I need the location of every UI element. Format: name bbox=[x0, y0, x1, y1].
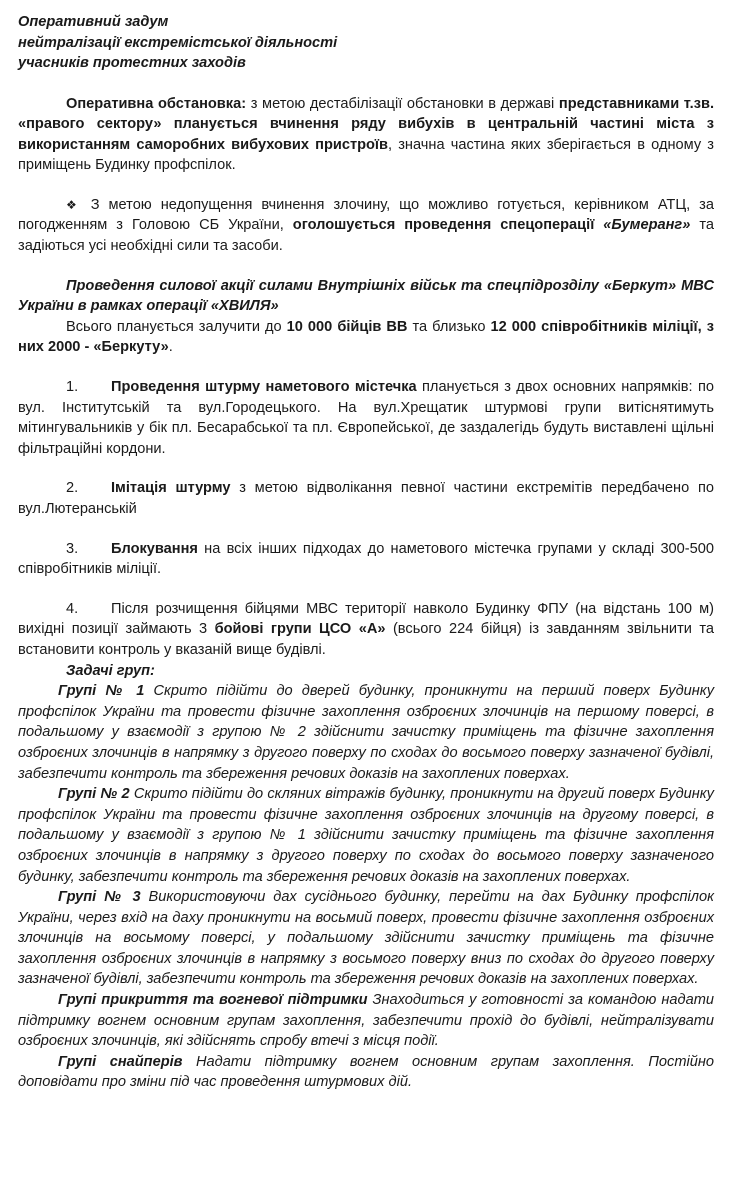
forces-paragraph bbox=[18, 317, 714, 358]
list-number-3: 3. bbox=[66, 540, 79, 557]
sniper-group-label: Групі снайперів bbox=[58, 1053, 183, 1070]
forces-bold-vv: 10 000 бійців ВВ bbox=[286, 318, 408, 335]
list-item-2 bbox=[18, 478, 714, 519]
operation-boomerang-name: «Бумеранг» bbox=[603, 217, 691, 234]
document-title bbox=[18, 12, 714, 74]
forces-text-3: . bbox=[168, 339, 173, 356]
decision-bold-text: оголошується проведення спецоперації bbox=[292, 217, 604, 234]
situation-text-2: , значна частина яких зберігається в одному з приміщень Будинку профспілок. bbox=[18, 136, 715, 174]
group-1-paragraph bbox=[18, 681, 714, 784]
group-3-text: Використовуючи дах сусіднього будинку, перейти на дах Будинку профспілок України, через вхід на даху проникнути на восьмий поверх, провести фізичне захоплення озброєних злочинців на восьмому поверсі, у подальшому здійснити зачистку приміщень та фізичне захоплення озброєних злочинців в напрямку з восьмого поверху вниз по сходах до другого поверху зазначеної будівлі, забезпечити контроль та збереження речових доказів на захоплених поверхах. bbox=[18, 889, 715, 988]
group-1-text: Скрито підійти до дверей будинку, проникнути на перший поверх Будинку профспілок України та провести фізичне захоплення озброєних злочинців на першому поверсі, в подальшому у взаємодії з групою № 2 здійснити зачистку приміщень та фізичне захоплення озброєних злочинців в напрямку з другого поверху по сходах до восьмого поверху зазначеної будівлі, забезпечити контроль та збереження речових доказів на захоплених поверхах. bbox=[18, 683, 714, 782]
list-item-3 bbox=[18, 539, 714, 580]
group-3-paragraph bbox=[18, 887, 714, 990]
group-2-text: Скрито підійти до скляних вітражів будинку, проникнути на другий поверх Будинку профспілок України та провести фізичне захоплення озброєних злочинців на другому поверсі, в подальшому у взаємодії з групою № 1 здійснити зачистку приміщень та фізичне захоплення озброєних злочинців в напрямку з другого поверху по сходах до восьмого поверху зазначеного будинку, забезпечити контроль та збереження речових доказів на захоплених поверхах. bbox=[18, 786, 714, 885]
operation-heading: Проведення силової акції силами Внутрішніх військ та спецпідрозділу «Беркут» МВС України в рамках операції «ХВИЛЯ» bbox=[18, 277, 714, 315]
list-number-2: 2. bbox=[66, 480, 79, 497]
sniper-group-text: Надати підтримку вогнем основним групам захоплення. Постійно доповідати про зміни під час проведення штурмових дій. bbox=[18, 1053, 714, 1091]
situation-text-1: з метою дестабілізації обстановки в державі bbox=[246, 95, 559, 112]
cover-group-label: Групі прикриття та вогневої підтримки bbox=[58, 992, 368, 1009]
title-line-3: учасників протестних заходів bbox=[18, 55, 246, 71]
list-item-4-text-2: (всього 224 бійця) із завданням звільнити та встановити контроль у вказаній вище будівлі. bbox=[18, 621, 714, 658]
group-2-paragraph bbox=[18, 784, 714, 887]
cover-group-paragraph bbox=[18, 990, 714, 1052]
situation-label: Оперативна обстановка: bbox=[66, 95, 247, 112]
list-item-1-text: планується з двох основних напрямків: по вул. Інститутській та вул.Городецького. На вул.Хрещатик штурмові групи витіснятимуть мітингувальників у бік пл. Бесарабської та пл. Європейської, де заздалегідь будуть виставлені щільні фільтраційні кордони. bbox=[18, 379, 714, 457]
group-1-label: Групі № 1 bbox=[58, 683, 145, 700]
situation-bold-text: представниками т.зв. «правого сектору» планується вчинення ряду вибухів в центральній частині міста з використанням саморобних вибухових пристроїв bbox=[18, 95, 714, 153]
title-line-1: Оперативний задум bbox=[18, 14, 169, 30]
list-item-3-bold: Блокування bbox=[111, 540, 198, 557]
list-item-2-bold: Імітація штурму bbox=[111, 480, 231, 497]
list-number-4: 4. bbox=[66, 600, 79, 617]
diamond-bullet-icon: ❖ bbox=[66, 197, 82, 212]
list-number-1: 1. bbox=[66, 379, 79, 396]
group-2-label: Групі № 2 bbox=[58, 786, 130, 803]
list-item-4-text-1: Після розчищення бійцями МВС території навколо Будинку ФПУ (на відстань 100 м) вихідні позиції займають 3 bbox=[18, 600, 714, 638]
title-line-2: нейтралізації екстремістської діяльності bbox=[18, 34, 338, 51]
list-item-2-text: з метою відволікання певної частини екстремітів передбачено по вул.Лютеранській bbox=[18, 480, 714, 517]
cover-group-text: Знаходиться у готовності за командою надати підтримку вогнем основним групам захоплення, забезпечити прохід до будівлі, нейтралізувати озброєних злочинців, які здійснять спробу втечі з місця події. bbox=[18, 992, 714, 1050]
list-item-1 bbox=[18, 377, 714, 459]
decision-paragraph bbox=[18, 195, 714, 257]
tasks-heading: Задачі груп: bbox=[66, 662, 155, 679]
forces-bold-police: 12 000 співробітників міліції, з них 2000 - «Беркуту» bbox=[18, 318, 714, 356]
list-item-4-bold: бойові групи ЦСО «А» bbox=[214, 621, 386, 638]
list-item-1-bold: Проведення штурму наметового містечка bbox=[111, 379, 417, 396]
list-item-3-text: на всіх інших підходах до наметового містечка групами у складі 300-500 співробітників міліції. bbox=[18, 540, 714, 578]
decision-text-1: З метою недопущення вчинення злочину, що можливо готується, керівником АТЦ, за погодженням з Головою СБ України, bbox=[18, 196, 714, 234]
group-3-label: Групі № 3 bbox=[58, 889, 141, 906]
decision-text-2: та задіються усі необхідні сили та засоби. bbox=[18, 217, 714, 255]
situation-paragraph bbox=[18, 94, 714, 176]
sniper-group-paragraph bbox=[18, 1052, 714, 1093]
list-item-4 bbox=[18, 599, 714, 661]
forces-text-2: та близько bbox=[407, 318, 491, 335]
forces-text-1: Всього планується залучити до bbox=[66, 318, 287, 335]
